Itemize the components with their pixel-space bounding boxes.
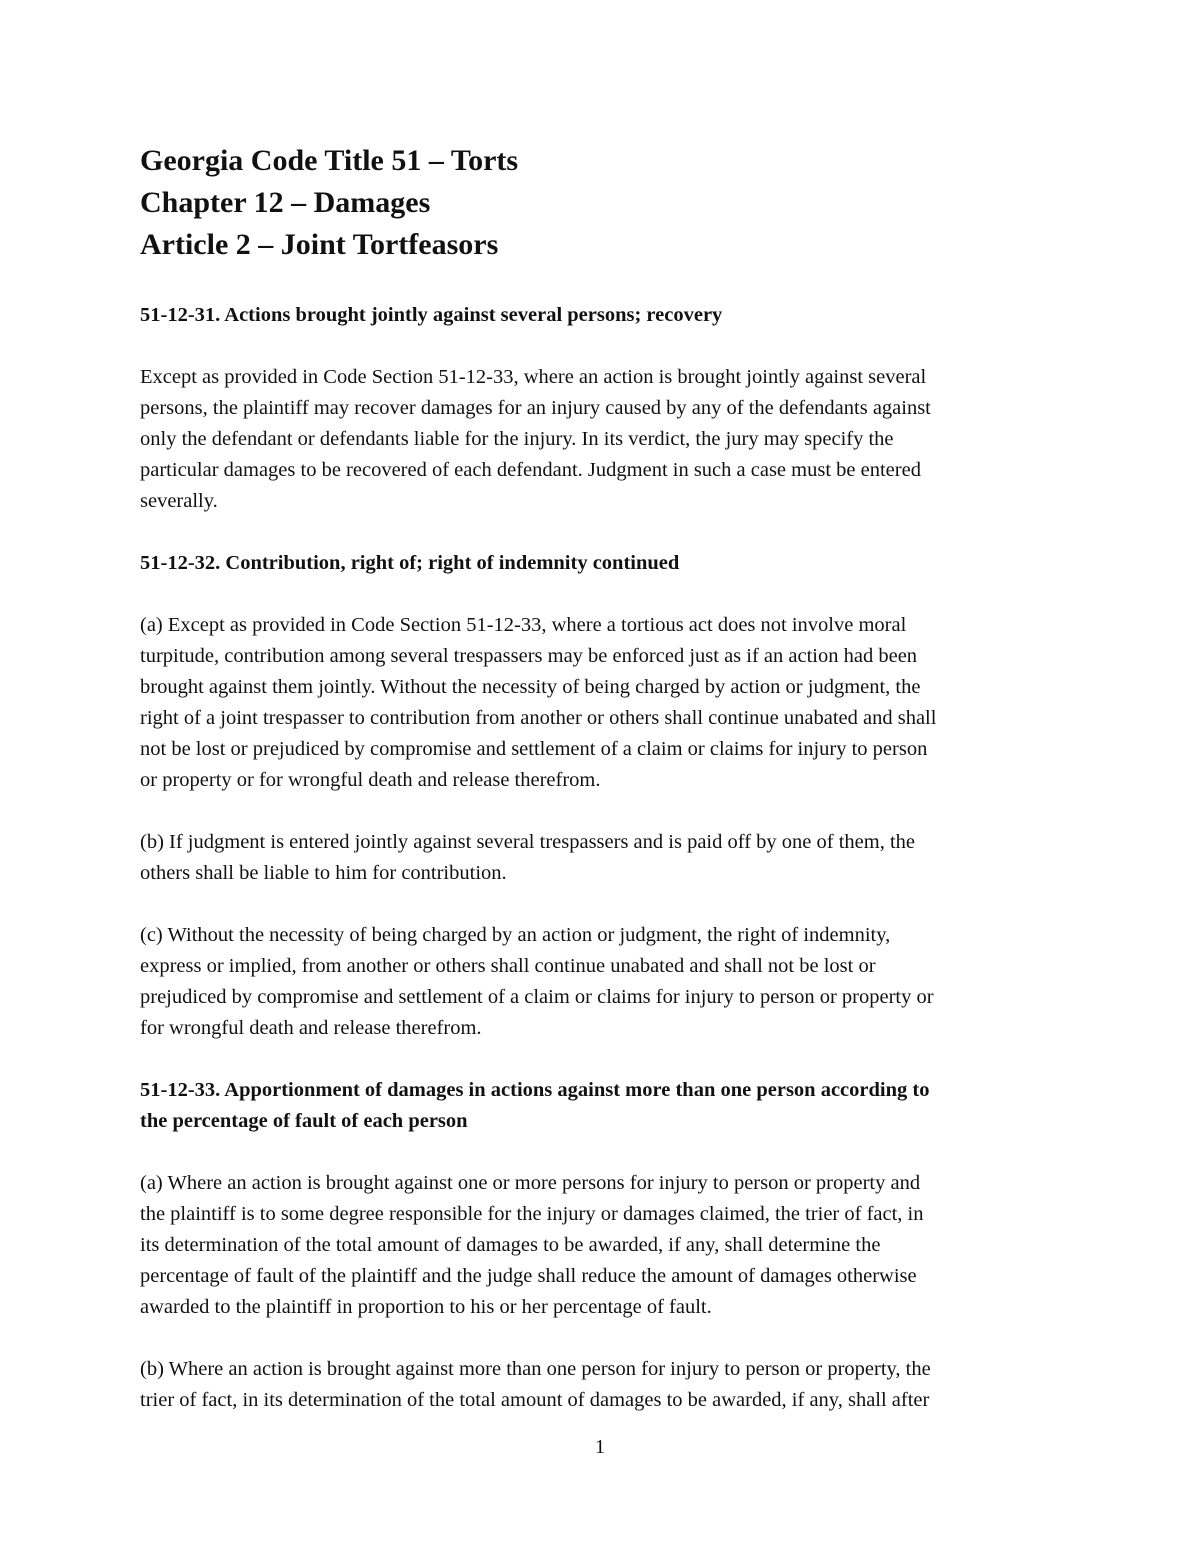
section-paragraph-c: (c) Without the necessity of being charged by an action or judgment, the right of indemnity, express or implied, from another or others shall continue unabated and shall not be lost or prejudiced by compromise and settlement of a claim or claims for injury to person or property or for wrongful death and release therefrom. xyxy=(140,924,934,1039)
title-line-title: Georgia Code Title 51 – Torts xyxy=(140,144,519,177)
document-title xyxy=(140,140,1060,266)
title-line-article: Article 2 – Joint Tortfeasors xyxy=(140,228,499,261)
section-heading: 51-12-33. Apportionment of damages in actions against more than one person according to the percentage of fault of each person xyxy=(140,1079,930,1132)
section-51-12-33 xyxy=(140,1075,1060,1416)
section-paragraph-a: (a) Where an action is brought against one or more persons for injury to person or property and the plaintiff is to some degree responsible for the injury or damages claimed, the trier of fact, in its determination of the total amount of damages to be awarded, if any, shall determine the percentage of fault of the plaintiff and the judge shall reduce the amount of damages otherwise awarded to the plaintiff in proportion to his or her percentage of fault. xyxy=(140,1172,924,1318)
page-number: 1 xyxy=(595,1436,605,1458)
section-heading: 51-12-31. Actions brought jointly against several persons; recovery xyxy=(140,304,723,326)
section-paragraph-b: (b) If judgment is entered jointly against several trespassers and is paid off by one of them, the others shall be liable to him for contribution. xyxy=(140,831,915,884)
section-heading: 51-12-32. Contribution, right of; right of indemnity continued xyxy=(140,552,680,574)
section-paragraph-a: (a) Except as provided in Code Section 51-12-33, where a tortious act does not involve moral turpitude, contribution among several trespassers may be enforced just as if an action had been brought against them jointly. Without the necessity of being charged by action or judgment, the right of a joint trespasser to contribution from another or others shall continue unabated and shall not be lost or prejudiced by compromise and settlement of a claim or claims for injury to person or property or for wrongful death and release therefrom. xyxy=(140,614,937,791)
section-paragraph: Except as provided in Code Section 51-12-33, where an action is brought jointly against several persons, the plaintiff may recover damages for an injury caused by any of the defendants against only the defendant or defendants liable for the injury. In its verdict, the jury may specify the particular damages to be recovered of each defendant. Judgment in such a case must be entered severally. xyxy=(140,366,931,512)
section-51-12-32 xyxy=(140,548,1060,1044)
document-body xyxy=(140,140,1060,1416)
section-51-12-31 xyxy=(140,300,1060,517)
section-paragraph-b: (b) Where an action is brought against more than one person for injury to person or property, the trier of fact, in its determination of the total amount of damages to be awarded, if any, shall after xyxy=(140,1358,931,1411)
title-line-chapter: Chapter 12 – Damages xyxy=(140,186,431,219)
